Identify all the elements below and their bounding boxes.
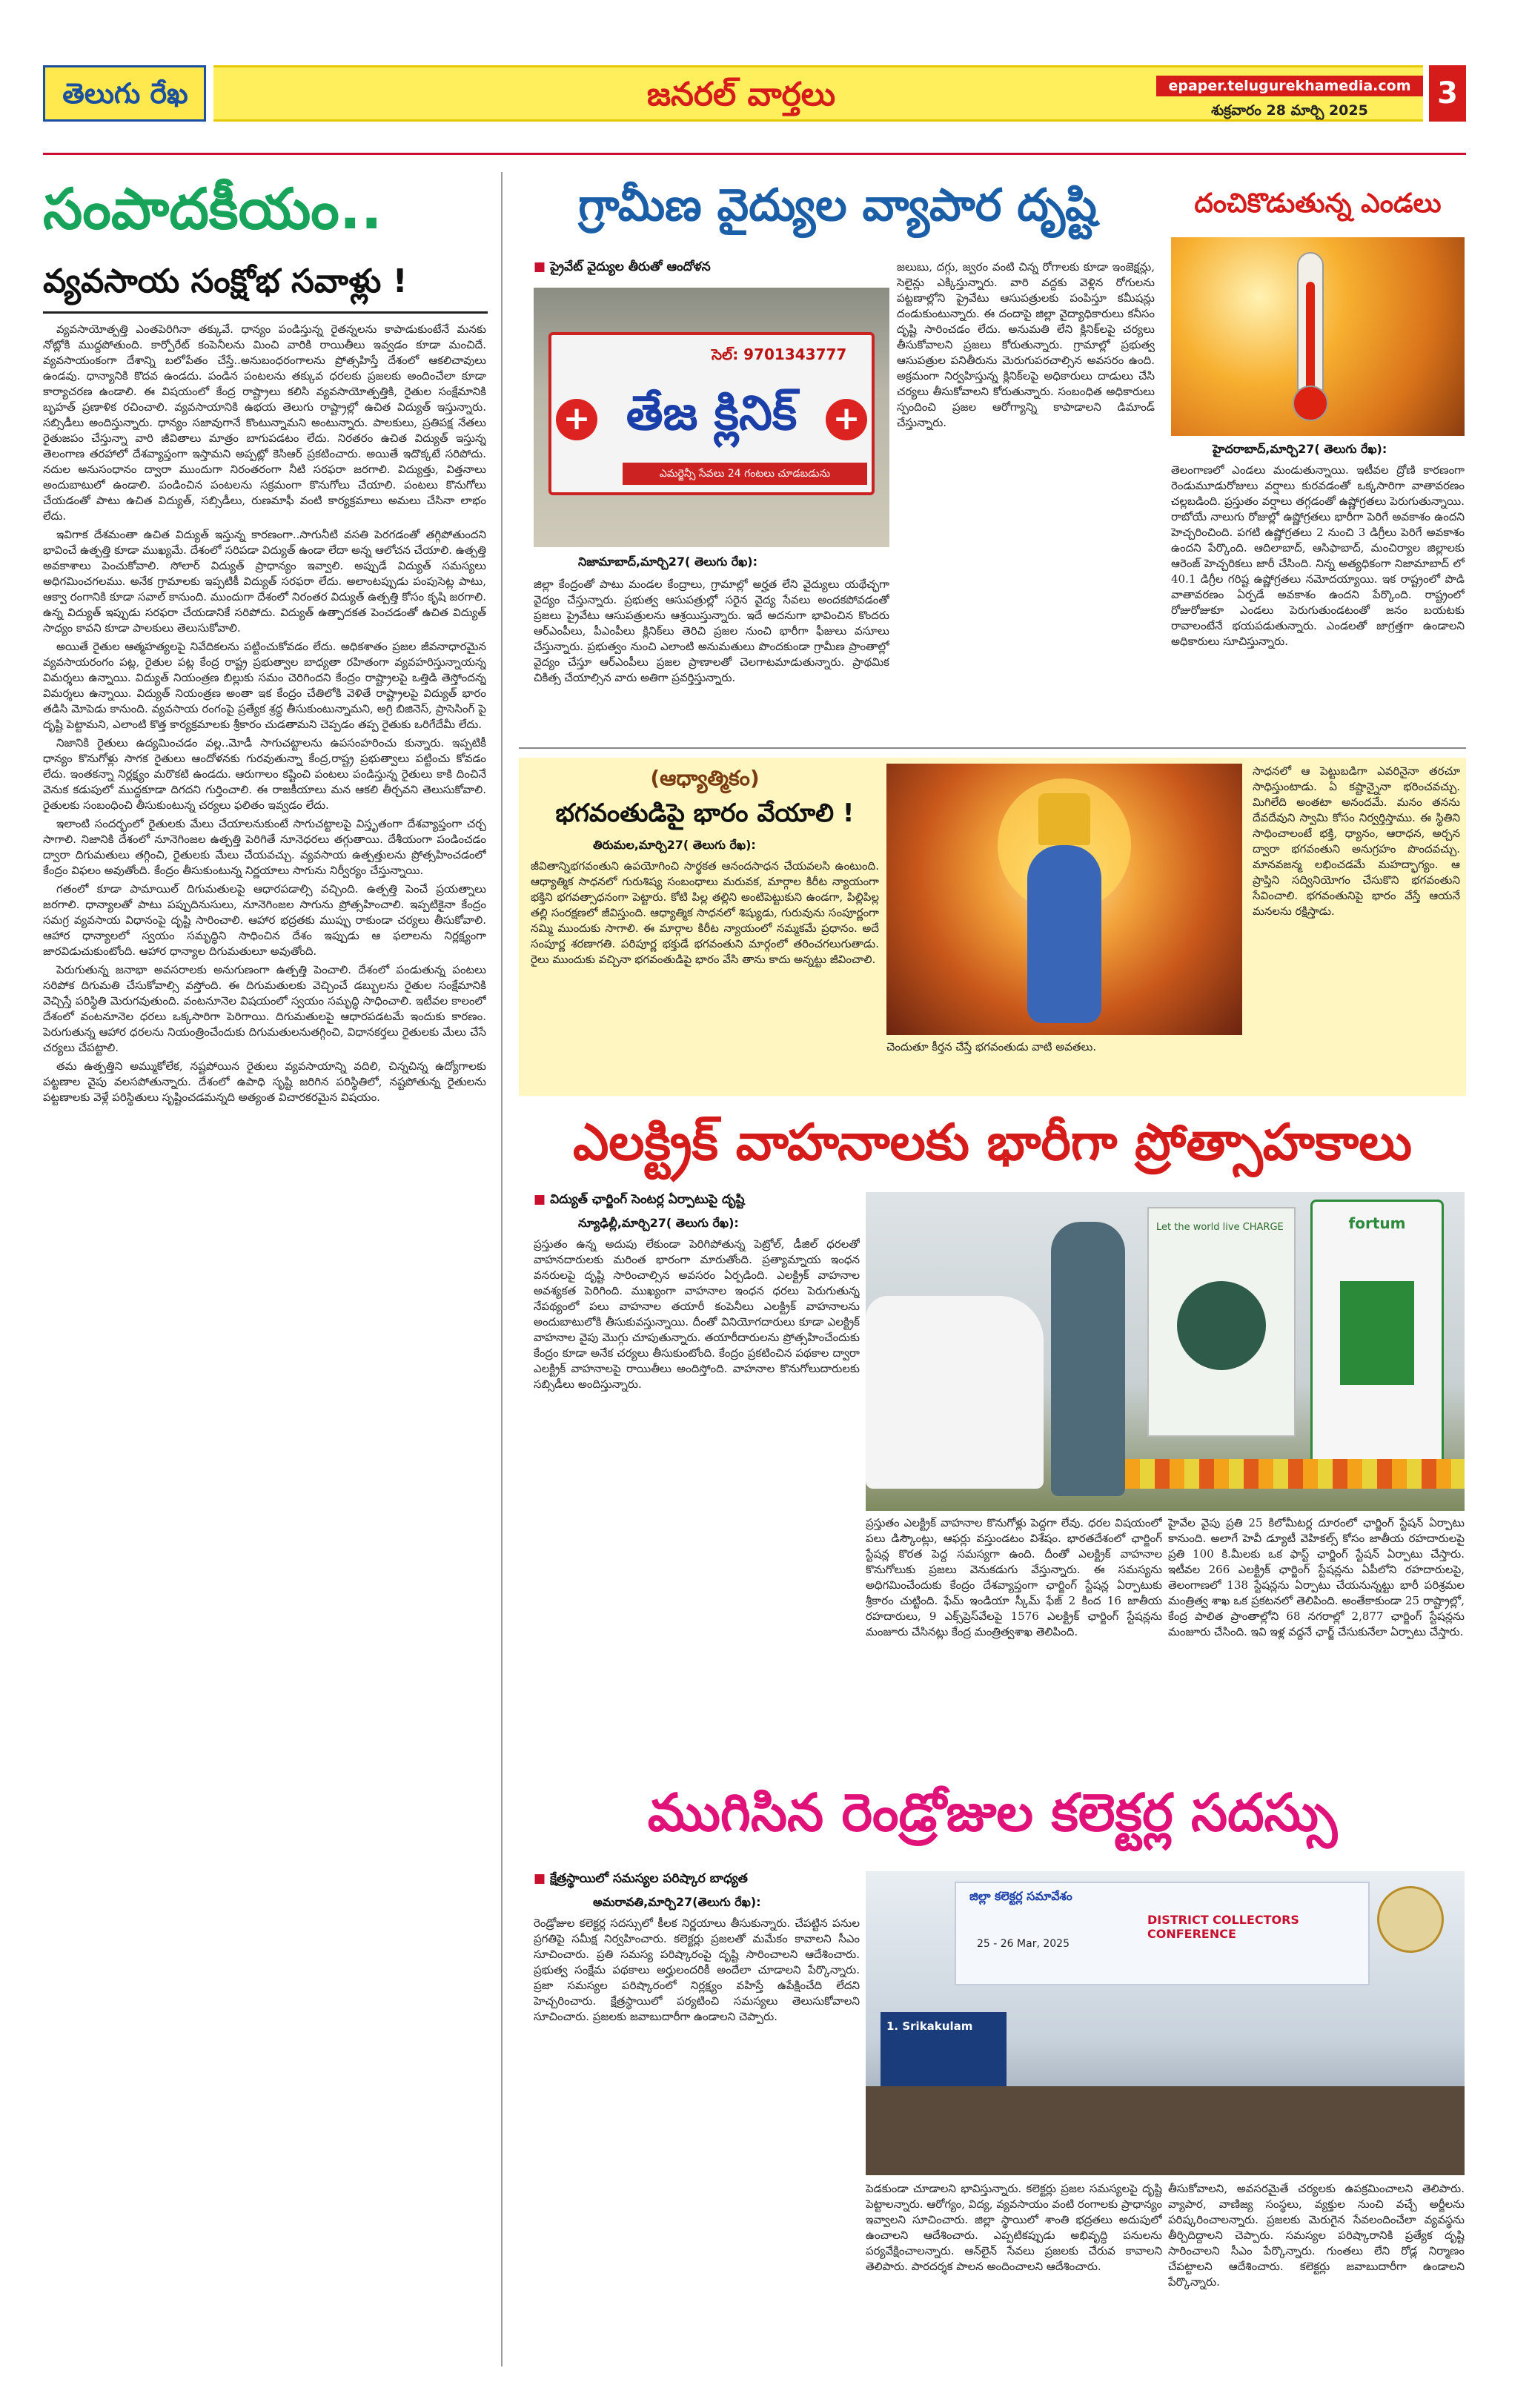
spiritual-body-2: సాధనలో ఆ పెట్టుబడిగా ఎవరినైనా తరచూ సాధిస్తుంటాడు. ఏ కష్టాన్నైనా భరించవచ్చు. మిగిలేది అంతటా అనందమే. మనం తనను దేవదేవుని స్వామి కోసం నిర్వర్తిస్తాము. ఈ స్థితిని సాధించాలంటే భక్తి, ధ్యానం, ఆరాధన, అర్చన ద్వారా భగవంతుని అనుగ్రహం పొందవచ్చు. మానవజన్మ లభించడమే మహద్భాగ్యం. ఆ ప్రాప్తిని సద్వినియోగం చేసుకొని భగవంతుని సేవించాలి. భగవంతునిపై భారం వేస్తే ఆయనే మనలను రక్షిస్తాడు. — [1253, 764, 1460, 918]
clinic-name: తేజ క్లినిక్ — [626, 386, 797, 441]
thermometer-bulb — [1293, 386, 1328, 421]
globe-icon — [1177, 1281, 1266, 1370]
editorial-paragraph: ఇవిగాక దేశమంతా ఉచిత విద్యుత్ ఇస్తున్న కారణంగా..సాగునీటి వసతి పెరగడంతో తగ్గిపోతుందని భావించే ఉత్పత్తి కూడా ముఖ్యమే. దేశంలో సరిపడా విద్యుత్ ఉండా లేదా అన్న ఆలోచన చేయాలి. ఉత్పత్తి అవకాశాలు పెంచుకోవాలి. సోలార్ విద్యుత్ ప్రాధాన్యం ఇవ్వాలి. అప్పుడే విద్యుత్ సమస్యలు అధిగమించగలము. అనేక గ్రామాలకు ఇప్పటికీ విద్యుత్ సరఫరా లేదు. అలాంటప్పుడు పంపుసెట్ల పాటు, ఆక్వా రంగానికి కూడా సవాల్ కానుంది. ముందుగా దేశంలో నిరంతర విద్యుత్ ఉత్పత్తి కోసం కృషి జరగాలి. ఉన్న విద్యుత్ ఇప్పుడు సరఫరా చేయడానికే సరిపోదు. విద్యుత్ ఉత్పాదకత పెంచడంతో ఉచిత విద్యుత్ సాధ్యం కావని కూడా పాలకులు తెలుసుకోవాలి. — [43, 528, 486, 635]
charging-person — [1051, 1222, 1125, 1496]
bullet-icon: ■ — [534, 259, 546, 274]
ev-body-2: ప్రస్తుతం ఎలక్ట్రిక్ వాహనాల కొనుగోళ్లు పెద్దగా లేవు. ధరల విషయంలో పలు డిస్కౌంట్లు, ఆఫర్లు వస్తుండటం విశేషం. భారతదేశంలో ఛార్జింగ్ స్టేషన్ల కొరత పెద్ద సమస్యగా ఉంది. దీంతో ఎలక్ట్రిక్ వాహనాల కొనుగోలుకు ప్రజలు వెనుకడుగు వేస్తున్నారు. ఈ సమస్యను అధిగమించేందుకు కేంద్రం దేశవ్యాప్తంగా ఛార్జింగ్ స్టేషన్ల ఏర్పాటుకు శ్రీకారం చుట్టింది. ఫేమ్ ఇండియా స్కీమ్ ఫేజ్ 2 కింద 16 జాతీయ రహదారులు, 9 ఎక్స్‌ప్రెస్‌వేలపై 1576 ఎలక్ట్రిక్ ఛార్జింగ్ స్టేషన్లను మంజూరు చేసినట్లు కేంద్ర మంత్రిత్వశాఖ తెలిపింది. — [866, 1516, 1162, 1638]
bullet-icon: ■ — [534, 1192, 546, 1207]
clinic-subtext: ఎమర్జెన్సీ సేవలు 24 గంటలు చూడబడును — [623, 463, 867, 485]
flower-garland — [1125, 1459, 1465, 1489]
editorial-paragraph: తమ ఉత్పత్తిని అమ్ముకోలేక, నష్టపోయిన రైతులు వ్యవసాయాన్ని వదిలి, చిన్నచిన్న ఉద్యోగాలకు పట్టణాల వైపు వలసపోతున్నారు. దేశంలో ఉపాధి సృష్టి జరిగిన పరిస్థితిలో, నష్టపోతున్న రైతులను పట్టణాలకు వెళ్లే పరిస్థితులు సృష్టించడమన్నది అత్యంత విచారకరమైన విషయం. — [43, 1059, 486, 1104]
collectors-kicker: ■ క్షేత్రస్థాయిలో సమస్యల పరిష్కార బాధ్యత — [534, 1871, 748, 1886]
banner-title-en: DISTRICT COLLECTORS CONFERENCE — [1147, 1913, 1299, 1941]
editorial-paragraph: అయితే రైతుల ఆత్మహత్యలపై నివేదికలను పట్టించుకోవడం లేదు. అధికశాతం ప్రజల జీవనాధారమైన వ్యవసాయరంగం పట్ల, రైతుల పట్ల కేంద్ర రాష్ట్ర ప్రభుత్వాల బాధ్యతా రహితంగా వ్యవహరిస్తున్నాయన్న విమర్శలు ఉన్నాయి. విద్యుత్ నియంత్రణ బిల్లుకు సమం చెరిగిందని కేంద్రం రాష్ట్రాలపై ఒత్తిడి తెస్తోందన్న విమర్శలు ఉన్నాయి. విద్యుత్ నియంత్రణ అంతా ఇక కేంద్రం చేతిలోకి వెళితే రాష్ట్రాలపై విద్యుత్ భారం తడిసి మోపెడు కానుంది. వ్యవసాయ రంగంపై ప్రత్యేక శ్రద్ధ తీసుకుంటున్నామని, అగ్రి బిజినెస్, ప్రాసెసింగ్ పై దృష్టి పెట్టామని, ఎలాంటి కొత్త కార్యక్రమాలకు శ్రీకారం చుడతామని చెప్పడం తప్ప రైతుకు ఒరిగేదేమీ లేదు. — [43, 640, 486, 731]
editorial-paragraph: వ్యవసాయోత్పత్తి ఎంతపెరిగినా తక్కువే. ధాన్యం పండిస్తున్న రైతన్నలను కాపాడుకుంటేనే మనకు నోట్లోకి ముద్దపోతుంది. కార్పోరేట్ కంపెనీలను మించి వారికి రాయితీలు ఇవ్వడం కూడా మంచిదే. వ్యవసాయంకంగా దేశాన్ని బలోపేతం చేస్తే..అనుబంధరంగాలను ప్రోత్సహిస్తే దేశంలో ఆకలిచావులు ఉండవు. ధాన్యానికి కొదవ ఉండదు. పండిన పంటలను తక్కువ ధరలకు ప్రజలకు అందించేలా కూడా కార్యాచరణ ఉండాలి. ఈ విషయంలో కేంద్ర రాష్ట్రాలు కలిసి వ్యవసాయోత్పత్తికి, రైతుల సంక్షేమానికి బృహత్ ప్రణాళిక రచించాలి. వ్యవసాయానికి ఉభయ తెలుగు రాష్ట్రాల్లో ఉచిత విద్యుత్ ఇస్తున్నారు. సబ్సిడీలు అందిస్తున్నారు. ధాన్యం సజావుగానే కొంటున్నామని అంటున్నారు. పాలకులు, ప్రతిపక్ష నేతలు రైతుజపం చేస్తున్నా వారి జీవితాలు మాత్రం బాగుపడటం లేదు. నిరతరం ఉచిత విద్యుత్ ఇస్తున్న తెలంగాణ తరహాలో దేశవ్యాప్తంగా ఇస్తామని అప్పట్లో కెసిఆర్ ప్రకటించారు. అయితే ఇదొక్కటే సరిపోదు. నదుల అనుసంధానం ద్వారా ముందుగా నిరంతరంగా నీటి సరఫరా జరగాలి. విద్యుత్తు, విత్తనాలు అందుబాటులో ఉండాలి. పండించిన పంటలను సక్రమంగా కొనుగోలు చేయాలి. పంటలు కొనుగోలు చేయడంతో పాటు ఉచిత విద్యుత్, సబ్సిడీలు, రుణమాఫీ వంటి కార్యక్రమాలు అమలు చేసినా లాభం లేదు. — [43, 322, 486, 523]
ev-charging-photo — [866, 1192, 1465, 1511]
charger-brand: fortum — [1348, 1214, 1406, 1232]
editorial-label: సంపాదకీయం.. — [43, 176, 382, 242]
banner-title-te: జిల్లా కలెక్టర్ల సమావేశం — [969, 1889, 1072, 1903]
section-title: జనరల్ వార్తలు — [646, 76, 836, 113]
editorial-paragraph: నిజానికి రైతులు ఉద్యమించడం వల్ల..మోడీ సాగుచట్టాలను ఉపసంహరించు కున్నారు. ఇప్పటికీ ధాన్యం కొనుగోళ్లు సాగక రైతులు ఆందోళనకు గురవుతున్నా కేంద్ర,రాష్ట్ర ప్రభుత్వాలు పట్టించు కోవడం లేదు. ఇంతకన్నా నిర్లక్ష్యం మరొకటి ఉండదు. ఆరుగాలం కష్టించి పంటలు పండిస్తున్న రైతులు కాకి దించినే వెనుక కడుపులో ముద్దకూడా దిగదని గుర్తించాలి. ఈ రాజకీయాలు మన ఆకలి తీర్చవని తెలుసుకోవాలి. రైతులకు సంబంధించి తీసుకుంటున్న చర్యలు ఫలితం ఇవ్వడం లేదు. — [43, 736, 486, 812]
spiritual-closing: చెందుతూ కీర్తన చేస్తే భగవంతుడు వాటి అవతలు. — [886, 1040, 1097, 1054]
ev-kicker: ■ విద్యుత్ ఛార్జింగ్ సెంటర్ల ఏర్పాటుపై దృష్టి — [534, 1192, 745, 1207]
rural-doctors-kicker: ■ ప్రైవేట్ వైద్యుల తీరుతో ఆందోళన — [534, 259, 711, 274]
issue-date: శుక్రవారం 28 మార్చి 2025 — [1211, 102, 1368, 119]
red-cross-icon: + — [826, 399, 867, 440]
rural-doctors-headline: గ్రామీణ వైద్యుల వ్యాపార దృష్టి — [578, 179, 1097, 231]
banner-date: 25 - 26 Mar, 2025 — [977, 1938, 1070, 1950]
editorial-headline: వ్యవసాయ సంక్షోభ సవాళ్లు ! — [43, 262, 408, 300]
ev-headline: ఎలక్ట్రిక్ వాహనాలకు భారీగా ప్రోత్సాహకాలు — [572, 1114, 1413, 1172]
red-cross-icon: + — [556, 399, 597, 440]
deity-figure — [1027, 845, 1101, 1023]
editorial-paragraph: గతంలో కూడా పామాయిల్ దిగుమతులపై ఆధారపడాల్సి వచ్చింది. ఉత్పత్తి పెంచే ప్రయత్నాలు జరగాలి. ధాన్యాలతో పాటు పప్పుదినుసులు, నూనెగింజల సాగును ప్రోత్సహించాలి. ఇప్పటికైనా కేంద్రం సమగ్ర వ్యవసాయ విధానంపై దృష్టి సారించాలి. ఆహార భద్రతకు ముప్పు రాకుండా చర్యలు తీసుకోవాలి. ఆహార ధాన్యాలలో స్వయం సమృద్ధిని సాధించిన దేశం ఇప్పుడు ఆ ఫలాలను నిర్లక్ష్యంగా జారవిడుచుకుంటోంది. ఆహార ధాన్యాల దిగుమతులూ అవుతోంది. — [43, 882, 486, 958]
electric-car — [866, 1296, 1044, 1489]
clinic-phone: సెల్: 9701343777 — [712, 345, 847, 363]
section-divider — [519, 747, 1466, 749]
deity-crown — [1038, 793, 1090, 845]
editorial-underline — [43, 311, 488, 314]
column-divider — [501, 172, 503, 2366]
charger-screen — [1340, 1281, 1414, 1385]
deity-photo — [886, 764, 1242, 1035]
rural-doctors-dateline: నిజామాబాద్,మార్చి27( తెలుగు రేఖ): — [578, 555, 757, 569]
collectors-body-3: తీసుకోవాలని, అవసరమైతే చర్యలకు ఉపక్రమించాలని తెలిపారు. వ్యాపార, వాణిజ్య సంస్థలు, వ్యక్తుల నుంచి వచ్చే అర్జీలను పరిష్కరించాలన్నారు. ప్రజలకు మెరుగైన సేవలందించేలా వ్యవస్థను తీర్చిదిద్దాలని చెప్పారు. సమస్యల పరిష్కారానికి ప్రత్యేక దృష్టి సారించాలని సీఎం పేర్కొన్నారు. గుంతలు లేని రోడ్ల నిర్మాణం చేపట్టాలని ఆదేశించారు. కలెక్టర్లు జవాబుదారీగా ఉండాలని పేర్కొన్నారు. — [1168, 2182, 1465, 2289]
spiritual-headline: భగవంతుడిపై భారం వేయాలి ! — [555, 798, 855, 828]
conference-table — [866, 2086, 1465, 2175]
clinic-photo — [534, 288, 889, 547]
heat-headline: దంచికొడుతున్న ఎండలు — [1194, 188, 1442, 219]
collectors-headline: ముగిసిన రెండ్రోజుల కలెక్టర్ల సదస్సు — [647, 1782, 1338, 1843]
spiritual-label: (ఆధ్యాత్మికం) — [650, 766, 760, 790]
collectors-body-2: పెడకుండా చూడాలని భావిస్తున్నారు. కలెక్టర్లు ప్రజల సమస్యలపై దృష్టి పెట్టాలన్నారు. ఆరోగ్యం, విద్య, వ్యవసాయం వంటి రంగాలకు ప్రాధాన్యం ఇవ్వాలని సూచించారు. జిల్లా స్థాయిలో శాంతి భద్రతలు అదుపులో ఉంచాలని ఆదేశించారు. ఎప్పటికప్పుడు అభివృద్ధి పనులను పర్యవేక్షించాలన్నారు. ఆన్‌లైన్ సేవలు ప్రజలకు చేరువ కావాలని తెలిపారు. పారదర్శక పాలన అందించాలని ఆదేశించారు. — [866, 2182, 1162, 2273]
masthead-rule — [43, 153, 1466, 155]
thermometer-mercury — [1306, 282, 1315, 393]
charger-slogan: Let the world live CHARGE — [1156, 1222, 1284, 1233]
masthead-logo: తెలుగు రేఖ — [62, 77, 188, 110]
collectors-body-1: రెండ్రోజుల కలెక్టర్ల సదస్సులో కీలక నిర్ణయాలు తీసుకున్నారు. చేపట్టిన పనుల ప్రగతిపై సమీక్ష నిర్వహించారు. కలెక్టర్లు ప్రజలతో మమేకం కావాలని సీఎం సూచించారు. ప్రతి సమస్య పరిష్కారంపై దృష్టి సారించాలని ఆదేశించారు. ప్రభుత్వ సంక్షేమ పథకాలు అర్హులందరికీ అందేలా చూడాలని పేర్కొన్నారు. ప్రజా సమస్యల పరిష్కారంలో నిర్లక్ష్యం వహిస్తే ఉపేక్షించేది లేదని హెచ్చరించారు. క్షేత్రస్థాయిలో పర్యటించి సమస్యలు తెలుసుకోవాలని సూచించారు. ప్రజలకు జవాబుదారీగా ఉండాలని చెప్పారు. — [534, 1916, 860, 2023]
masthead — [0, 0, 1532, 160]
heat-body: తెలంగాణలో ఎండలు మండుతున్నాయి. ఇటీవల ద్రోణి కారణంగా రెండుమూడురోజులు వర్షాలు కురవడంతో ఒక్కసారిగా వాతావరణం చల్లబడింది. ప్రస్తుతం వర్షాలు తగ్గడంతో ఉష్ణోగ్రతలు పెరుగుతున్నాయి. రాబోయే నాలుగు రోజుల్లో ఉష్ణోగ్రతలు భారీగా పెరిగే అవకాశం ఉందని హెచ్చరించింది. పగటి ఉష్ణోగ్రతలు 2 నుంచి 3 డిగ్రీలు పెరిగే అవకాశం ఉందని పేర్కొంది. ఆదిలాబాద్, ఆసిఫాబాద్, మంచిర్యాల జిల్లాలకు ఆరెంజ్ హెచ్చరికలు జారీ చేసింది. నిన్న అత్యధికంగా నిజామాబాద్ లో 40.1 డిగ్రీల గరిష్ట ఉష్ణోగ్రతలు నమోదయ్యాయి. ఇక రాష్ట్రంలో పొడి వాతావరణం ఏర్పడే అవకాశం ఉందని పేర్కొంది. రాష్ట్రంలో రోజురోజుకూ ఎండలు పెరుగుతుండటంతో జనం బయటకు రావాలంటేనే భయపడుతున్నారు. ఎండలతో జాగ్రత్తగా ఉండాలని అధికారులు సూచిస్తున్నారు. — [1171, 463, 1465, 648]
editorial-paragraph: ఇలాంటి సందర్భంలో రైతులకు మేలు చేయాలనుకుంటే సాగుచట్టాలపై విస్తృతంగా దేశవ్యాప్తంగా చర్చ సాగాలి. నిజానికి దేశంలో నూనెగింజల ఉత్పత్తి పెరిగితే నూనెధరలు తగ్గుతాయి. దేశీయంగా పండించడం ద్వారా దిగుమతులు తగ్గించి, రైతులకు మేలు చేయవచ్చు. వ్యవసాయ ఉత్పత్తులను ప్రోత్సహించడంలో కేంద్రం విఫలం అవుతోంది. కేంద్రం తీసుకుంటున్న నిర్ణయాలు సాగును నిర్వీర్యం చేస్తున్నాయి. — [43, 817, 486, 877]
rural-doctors-body-1: జిల్లా కేంద్రంతో పాటు మండల కేంద్రాలు, గ్రామాల్లో అర్హత లేని వైద్యులు యథేచ్ఛగా వైద్యం చేస్తున్నారు. ప్రభుత్వ ఆసుపత్రుల్లో సరైన వైద్య సేవలు అందకపోవడంతో ప్రజలు ప్రైవేటు ఆసుపత్రులను ఆశ్రయిస్తున్నారు. ఇదే అదనుగా భావించిన కొందరు ఆర్ఎంపీలు, పీఎంపీలు క్లినిక్‌లు తెరిచి ప్రజల నుంచి భారీగా ఫీజులు వసూలు చేస్తున్నారు. ప్రభుత్వం నుంచి ఎలాంటి అనుమతులు పొందకుండా గ్రామీణ ప్రాంతాల్లో వైద్యం చేస్తూ ఆర్ఎంపీలు ప్రజల ప్రాణాలతో చెలగాటమాడుతున్నారు. ప్రాథమిక చికిత్స చేయాల్సిన వారు అతిగా ప్రవర్తిస్తున్నారు. — [534, 578, 889, 684]
emblem-icon — [1377, 1886, 1444, 1953]
ev-body-3: హైవేల వైపు ప్రతి 25 కిలోమీటర్ల దూరంలో ఛార్జింగ్ స్టేషన్ ఏర్పాటు కానుంది. అలాగే హెవీ డ్యూటీ వెహికల్స్ కోసం జాతీయ రహదారులపై ప్రతి 100 కి.మీలకు ఒక ఫాస్ట్ ఛార్జింగ్ స్టేషన్ ఏర్పాటు చేస్తారు. ఇటీవల 266 ఎలక్ట్రిక్ ఛార్జింగ్ స్టేషన్లను ఏపీలోని రహదారులపై, తెలంగాణలో 138 స్టేషన్లను ఏర్పాటు చేయనున్నట్టు భారీ పరిశ్రమల మంత్రిత్వ శాఖ ఒక ప్రకటనలో తెలిపింది. అంతేకాకుండా 25 రాష్ట్రాల్లో, కేంద్ర పాలిత ప్రాంతాల్లోని 68 నగరాల్లో 2,877 ఛార్జింగ్ స్టేషన్లను మంజూరు చేసింది. ఇవి ఇళ్ల వద్దనే ఛార్జ్ చేసుకునేలా ఏర్పాటు చేస్తారు. — [1168, 1516, 1465, 1638]
ev-dateline: న్యూఢిల్లీ,మార్చి27( తెలుగు రేఖ): — [578, 1216, 739, 1230]
screen-label: 1. Srikakulam — [886, 2020, 973, 2033]
heat-photo — [1171, 237, 1465, 436]
rural-doctors-body-2: జలుబు, దగ్గు, జ్వరం వంటి చిన్న రోగాలకు కూడా ఇంజెక్షన్లు, సెలైన్లు ఎక్కిస్తున్నారు. వారి వద్దకు వెళ్లిన రోగులను పట్టణాల్లోని ప్రైవేటు ఆసుపత్రులకు పంపిస్తూ కమీషన్లు దండుకుంటున్నారు. ఈ దందాపై జిల్లా వైద్యాధికారులు కనీసం దృష్టి సారించడం లేదు. అనుమతి లేని క్లినిక్‌లపై చర్యలు తీసుకోవాలని ప్రజలు కోరుతున్నారు. గ్రామాల్లో ప్రభుత్వ ఆసుపత్రుల పనితీరును మెరుగుపరచాల్సిన అవసరం ఉంది. అక్రమంగా నిర్వహిస్తున్న క్లినిక్‌లపై అధికారులు దాడులు చేసి చర్యలు తీసుకోవాలని కోరుతున్నారు. సంబంధిత అధికారులు స్పందించి ప్రజల ఆరోగ్యాన్ని కాపాడాలని డిమాండ్ చేస్తున్నారు. — [897, 260, 1155, 429]
ev-body-1: ప్రస్తుతం ఉన్న అదుపు లేకుండా పెరిగిపోతున్న పెట్రోల్, డీజిల్ ధరలతో వాహనదారులకు మరింత భారంగా మారుతోంది. ప్రత్యామ్నాయ ఇంధన వనరులపై దృష్టి సారించాల్సిన అవసరం ఏర్పడింది. ఎలక్ట్రిక్ వాహనాల అవశ్యకత పెరిగింది. ముఖ్యంగా వాహనాల ఇంధన ధరలు పెరుగుతున్న నేపథ్యంలో పలు వాహనాల తయారీ కంపెనీలు ఎలక్ట్రిక్ వాహనాలను అందుబాటులోకి తీసుకువస్తున్నాయి. దీంతో వినియోగదారులు కూడా ఎలక్ట్రిక్ వాహనాల వైపు మొగ్గు చూపుతున్నారు. తయారీదారులను ప్రోత్సహించేందుకు కేంద్రం కూడా అనేక చర్యలు తీసుకుంటోంది. కేంద్రం ప్రకటించిన పథకాల ద్వారా ఎలక్ట్రిక్ వాహనాలపై రాయితీలు అందిస్తోంది. వాహనాల కొనుగోలుదారులకు సబ్సిడీలు అందిస్తున్నారు. — [534, 1237, 860, 1391]
page-number: 3 — [1429, 65, 1466, 122]
editorial-paragraph: పెరుగుతున్న జనాభా అవసరాలకు అనుగుణంగా ఉత్పత్తి పెంచాలి. దేశంలో పండుతున్న పంటలు సరిపోక దిగుమతి చేసుకోవాల్సి వస్తోంది. ఈ దిగుమతులకు వెచ్చించే డబ్బులను రైతుల సంక్షేమానికి వెచ్చిస్తే పరిస్థితి మెరుగవుతుంది. వంటనూనెల విషయంలో స్వయం సమృద్ధి సాధించాలి. ఇటీవల కాలంలో దేశంలో వంటనూనెల ధరలు ఒక్కసారిగా పెరిగాయి. దిగుమతులపై ఆధారపడటమే ఇందుకు కారణం. పెరుగుతున్న ఆహార ధరలను నియంత్రించేందుకు దిగుమతులనుతగ్గించి, విధానకర్తలు రైతులకు మేలు చేసే చర్యలు చేపట్టాలి. — [43, 963, 486, 1054]
heat-dateline: హైదరాబాద్,మార్చి27( తెలుగు రేఖ): — [1213, 442, 1387, 456]
bullet-icon: ■ — [534, 1871, 546, 1886]
collectors-dateline: అమరావతి,మార్చి27(తెలుగు రేఖ): — [593, 1895, 761, 1909]
editorial-body — [43, 322, 486, 2374]
spiritual-dateline: తిరుమల,మార్చి27( తెలుగు రేఖ): — [593, 838, 756, 852]
spiritual-body-1: జీవితాన్నిభగవంతుని ఉపయోగించి సార్థకత ఆనందసాధన చేయవలసి ఉంటుంది. ఆధ్యాత్మిక సాధనలో గురుశిష్య సంబంధాలు మరువక, మార్గాల కిరీట న్యాయంగా భక్తిని భగవత్సాధనంగా పెట్టారు. కోటి పిల్ల తల్లిని అంటిపెట్టుకుని ఉండగా, పిల్లిపిల్ల తల్లి సంరక్షణలో జీవిస్తుంది. ఆధ్యాత్మిక సాధనలో శిష్యుడు, గురువును సంపూర్ణంగా నమ్మి ముందుకు సాగాలి. ఈ మార్గాల కిరీట న్యాయంలో నమ్మకమే ప్రధానం. అదే సంపూర్ణ శరణాగతి. పరిపూర్ణ భక్తుడే భగవంతుని మార్గంలో తరించగలుగుతాడు. రైలు ముందుకు వచ్చినా భగవంతుడిపై భారం వేసి తాను కాదు అన్నట్టు జీవించాలి. — [531, 859, 879, 966]
conference-photo — [866, 1871, 1465, 2175]
epaper-url[interactable]: epaper.telugurekhamedia.com — [1156, 76, 1423, 96]
